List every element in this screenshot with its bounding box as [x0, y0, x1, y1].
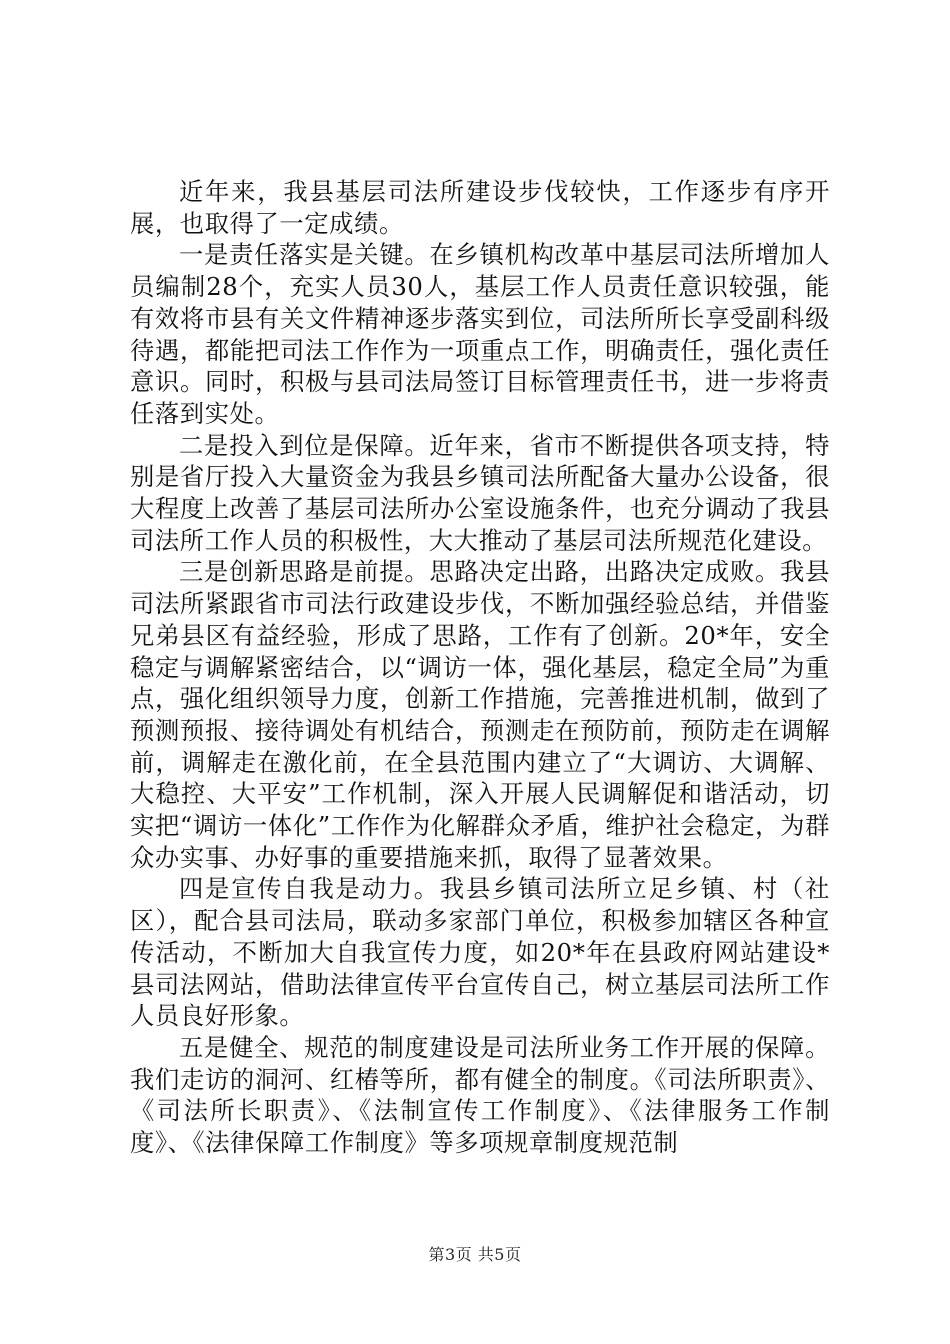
paragraph-responsibility: 一是责任落实是关键。在乡镇机构改革中基层司法所增加人员编制28个，充实人员30人，基层工作人员责任意识较强，能有效将市县有关文件精神逐步落实到位，司法所所长享受副科级待遇，都能把司法工作作为一项重点工作，明确责任，强化责任意识。同时，积极与县司法局签订目标管理责任书，进一步将责任落到实处。 — [130, 240, 830, 428]
paragraph-innovation: 三是创新思路是前提。思路决定出路，出路决定成败。我县司法所紧跟省市司法行政建设步伐，不断加强经验总结，并借鉴兄弟县区有益经验，形成了思路，工作有了创新。20*年，安全稳定与调解紧密结合，以“调访一体，强化基层，稳定全局”为重点，强化组织领导力度，创新工作措施，完善推进机制，做到了预测预报、接待调处有机结合，预测走在预防前，预防走在调解前，调解走在激化前，在全县范围内建立了“大调访、大调解、大稳控、大平安”工作机制，深入开展人民调解促和谐活动，切实把“调访一体化”工作作为化解群众矛盾，维护社会稳定，为群众办实事、办好事的重要措施来抓，取得了显著效果。 — [130, 557, 830, 872]
paragraph-investment: 二是投入到位是保障。近年来，省市不断提供各项支持，特别是省厅投入大量资金为我县乡镇司法所配备大量办公设备，很大程度上改善了基层司法所办公室设施条件，也充分调动了我县司法所工作人员的积极性，大大推动了基层司法所规范化建设。 — [130, 430, 830, 555]
paragraph-intro: 近年来，我县基层司法所建设步伐较快，工作逐步有序开展，也取得了一定成绩。 — [130, 177, 830, 238]
document-body — [130, 176, 830, 1159]
paragraph-publicity: 四是宣传自我是动力。我县乡镇司法所立足乡镇、村（社区），配合县司法局，联动多家部门单位，积极参加辖区各种宣传活动，不断加大自我宣传力度，如20*年在县政府网站建设*县司法网站，借助法律宣传平台宣传自己，树立基层司法所工作人员良好形象。 — [130, 874, 830, 1031]
paragraph-system-building: 五是健全、规范的制度建设是司法所业务工作开展的保障。我们走访的洞河、红椿等所，都有健全的制度。《司法所职责》、《司法所长职责》、《法制宣传工作制度》、《法律服务工作制度》、《法律保障工作制度》等多项规章制度规范制 — [130, 1032, 830, 1158]
page-number-footer: 第3页 共5页 — [428, 1245, 522, 1264]
